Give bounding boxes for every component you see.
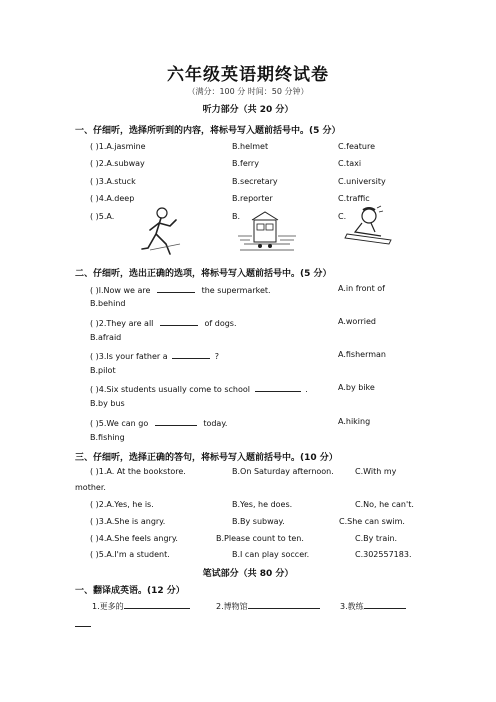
stem-end: the supermarket. [201, 286, 271, 295]
option-c: C. [338, 212, 347, 221]
option-a: A.hiking [338, 417, 371, 426]
translate-label: 1.更多的 [92, 602, 124, 611]
answer-blank [364, 600, 406, 609]
question-num: ( )3.A.She is angry. [90, 517, 166, 526]
listening-title: 听力部分（共 20 分） [202, 105, 294, 115]
stem-start: ( )4.Six students usually come to school [90, 385, 250, 394]
option-b: B.Please count to ten. [216, 534, 304, 543]
option-b: B. [232, 212, 241, 221]
option-c: C.With my [355, 467, 397, 476]
section3-heading: 三、仔细听，选择正确的答句，将标号写入题前括号中。(10 分） [75, 453, 338, 463]
stem-start: ( )3.Is your father a [90, 352, 168, 361]
question-stem [90, 350, 219, 361]
option-b: B.helmet [232, 142, 269, 151]
train-station-icon [236, 210, 298, 254]
question-num: ( )5.A.I'm a student. [90, 550, 170, 559]
option-a: A.in front of [338, 284, 385, 293]
question-num: ( )4.A.deep [90, 194, 135, 203]
option-c: C.taxi [338, 159, 362, 168]
translate-item [216, 600, 320, 612]
question-num: ( )2.A.Yes, he is. [90, 500, 154, 509]
question-num: ( )1.A. At the bookstore. [90, 467, 186, 476]
option-c: C.feature [338, 142, 376, 151]
option-a: A.fisherman [338, 350, 386, 359]
translate-item [340, 600, 406, 612]
answer-blank [124, 600, 190, 609]
option-b: B.behind [90, 299, 126, 308]
translate-item [92, 600, 190, 612]
answer-blank [255, 383, 301, 392]
option-c-wrap: mother. [75, 483, 106, 492]
answer-blank [155, 417, 197, 426]
option-b: B.Yes, he does. [232, 500, 293, 509]
answer-blank [248, 600, 320, 609]
option-a: A.by bike [338, 383, 375, 392]
answer-blank [172, 350, 210, 359]
section1-heading: 一、仔细听，选择所听到的内容，将标号写入题前括号中。(5 分） [75, 126, 341, 136]
question-stem [90, 317, 237, 328]
written-heading: 一、翻译成英语。(12 分） [75, 586, 185, 596]
stem-start: ( )2.They are all [90, 319, 154, 328]
option-b: B.On Saturday afternoon. [232, 467, 334, 476]
option-c: C.traffic [338, 194, 370, 203]
option-b: B.pilot [90, 366, 116, 375]
answer-blank-wrap [75, 626, 91, 627]
translate-label: 3.教练 [340, 602, 364, 611]
answer-blank [160, 317, 198, 326]
question-stem [90, 383, 308, 394]
option-c: C.No, he can't. [355, 500, 414, 509]
question-num: ( )3.A.stuck [90, 177, 136, 186]
question-num: ( )2.A.subway [90, 159, 145, 168]
question-num: ( )4.A.She feels angry. [90, 534, 178, 543]
answer-blank [157, 284, 195, 293]
option-b: B.by bus [90, 399, 125, 408]
page-title: 六年级英语期终试卷 [167, 65, 329, 85]
written-title: 笔试部分（共 80 分） [202, 569, 294, 579]
stem-end: ? [214, 352, 219, 361]
question-stem [90, 284, 271, 295]
option-c: C.302557183. [355, 550, 412, 559]
option-b: B.ferry [232, 159, 259, 168]
section2-heading: 二、仔细听，选出正确的选项，将标号写入题前括号中。(5 分） [75, 269, 332, 279]
stem-end: . [305, 385, 308, 394]
option-b: B.I can play soccer. [232, 550, 310, 559]
stem-end: today. [203, 419, 228, 428]
option-b: B.afraid [90, 333, 122, 342]
stem-start: ( )5.We can go [90, 419, 149, 428]
stem-start: ( )l.Now we are [90, 286, 151, 295]
question-num: ( )1.A.jasmine [90, 142, 146, 151]
exam-info: （满分：100 分 时间：50 分钟） [187, 87, 309, 96]
option-c: C.She can swim. [339, 517, 405, 526]
translate-label: 2.博物馆 [216, 602, 248, 611]
runner-icon [140, 204, 190, 256]
question-stem [90, 417, 227, 428]
stem-end: of dogs. [204, 319, 237, 328]
question-num: ( )5.A. [90, 212, 115, 221]
option-c: C.By train. [355, 534, 398, 543]
sleeping-student-icon [345, 204, 395, 246]
option-c: C.university [338, 177, 386, 186]
option-b: B.fishing [90, 433, 125, 442]
option-b: B.secretary [232, 177, 278, 186]
option-b: B.By subway. [232, 517, 285, 526]
option-a: A.worried [338, 317, 376, 326]
option-b: B.reporter [232, 194, 273, 203]
